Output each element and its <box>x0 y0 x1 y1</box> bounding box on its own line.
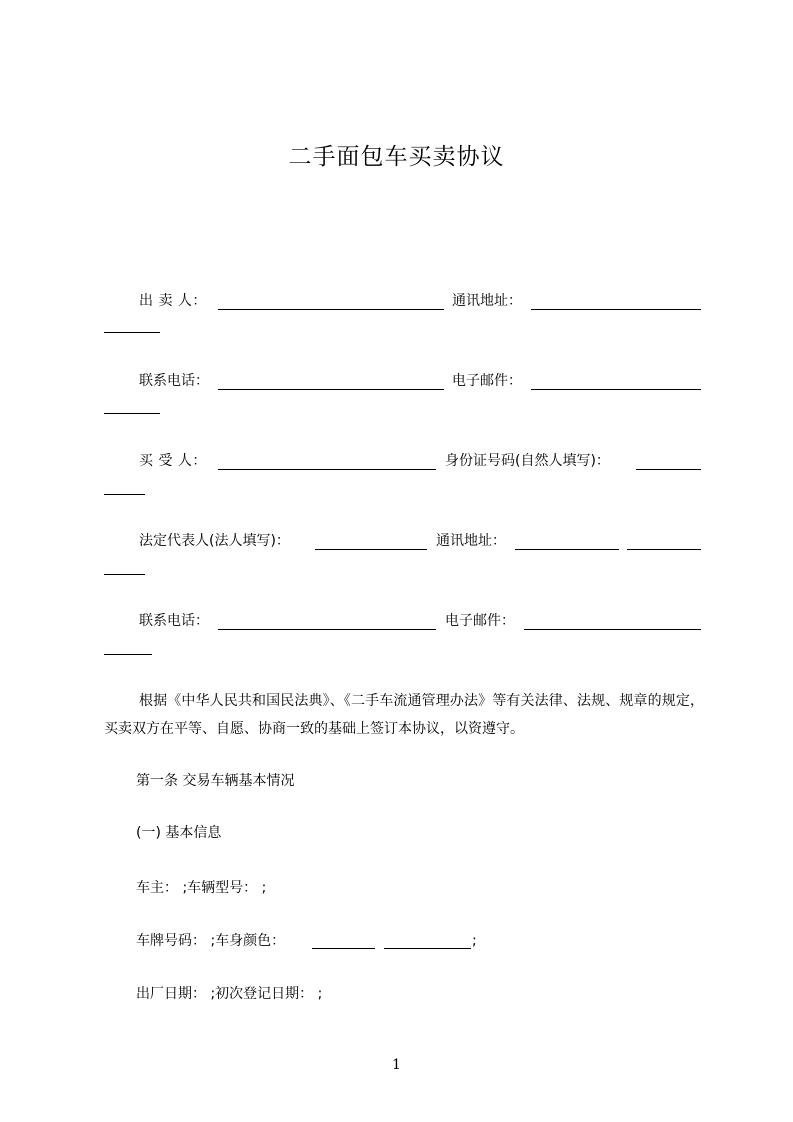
seller-label: 出 卖 人： <box>139 293 207 309</box>
seller-email-blank[interactable] <box>531 389 701 390</box>
buyer-id-blank[interactable] <box>636 469 701 470</box>
legal-rep-label: 法定代表人(法人填写)： <box>139 533 290 549</box>
buyer-email-blank-continued[interactable] <box>104 654 152 655</box>
document-title: 二手面包车买卖协议 <box>288 144 505 170</box>
owner-model-line: 车主： ;车辆型号： ; <box>136 880 267 896</box>
buyer-phone-blank[interactable] <box>218 629 436 630</box>
section-1-heading: (一) 基本信息 <box>136 825 222 841</box>
legal-rep-address-blank-continued[interactable] <box>104 574 145 575</box>
legal-rep-address-label: 通讯地址： <box>436 533 506 549</box>
legal-rep-address-blank-2[interactable] <box>627 549 701 550</box>
buyer-email-label: 电子邮件： <box>445 613 515 629</box>
buyer-id-blank-continued[interactable] <box>104 494 145 495</box>
seller-name-blank[interactable] <box>218 309 444 310</box>
seller-phone-label: 联系电话： <box>139 373 209 389</box>
preamble-paragraph: 根据《中华人民共和国民法典》、《二手车流通管理办法》等有关法律、法规、规章的规定，买卖双方在平等、自愿、协商一致的基础上签订本协议，以资遵守。 <box>104 693 704 737</box>
buyer-label: 买 受 人： <box>139 453 207 469</box>
seller-address-label: 通讯地址： <box>452 293 522 309</box>
buyer-email-blank[interactable] <box>524 629 701 630</box>
seller-email-label: 电子邮件： <box>452 373 522 389</box>
legal-rep-address-blank[interactable] <box>515 549 619 550</box>
seller-email-blank-continued[interactable] <box>104 413 160 414</box>
dates-line: 出厂日期： ;初次登记日期： ; <box>136 986 323 1002</box>
buyer-id-label: 身份证号码(自然人填写)： <box>445 453 610 469</box>
plate-color-end: ; <box>472 933 477 949</box>
legal-rep-blank[interactable] <box>315 549 427 550</box>
seller-address-blank[interactable] <box>531 309 701 310</box>
page-number: 1 <box>392 1057 401 1073</box>
vehicle-color-blank-2[interactable] <box>384 948 471 949</box>
plate-color-label: 车牌号码： ;车身颜色： <box>136 933 286 949</box>
seller-address-blank-continued[interactable] <box>104 332 160 333</box>
buyer-name-blank[interactable] <box>218 469 436 470</box>
article-1-heading: 第一条 交易车辆基本情况 <box>136 773 295 789</box>
buyer-phone-label: 联系电话： <box>139 613 209 629</box>
seller-phone-blank[interactable] <box>218 389 444 390</box>
vehicle-color-blank[interactable] <box>312 948 375 949</box>
